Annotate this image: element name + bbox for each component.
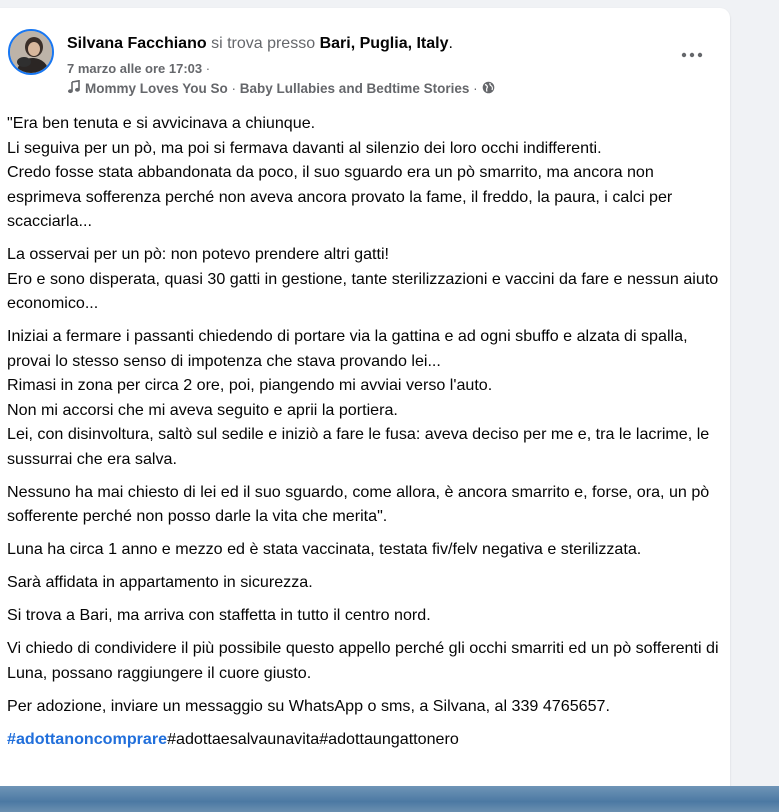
post-card — [0, 8, 730, 808]
hashtag-link[interactable]: #adottaungattonero — [319, 729, 459, 748]
song-title[interactable]: Mommy Loves You So — [85, 81, 228, 96]
location-link[interactable]: Bari, Puglia, Italy — [319, 35, 449, 52]
post-paragraph: Iniziai a fermare i passanti chiedendo di portare via la gattina e ad ogni sbuffo e alzata di spalla, provai lo stesso senso di impotenza che stava provando lei... Rimasi in zona per circa 2 ore, poi, piangendo mi avviai verso l'auto. Non mi accorsi che mi aveva seguito e aprii la portiera. Lei, con disinvoltura, saltò sul sedile e iniziò a fare le fusa: aveva deciso per me e, tra le lacrime, le sussurrai che era salva. — [7, 327, 710, 468]
post-body — [7, 111, 723, 751]
song-separator: · — [227, 81, 240, 96]
post-paragraph: "Era ben tenuta e si avvicinava a chiunque. Li seguiva per un pò, ma poi si fermava davanti al silenzio dei loro occhi indifferenti. Credo fosse stata abbandonata da poco, il suo sguardo era un pò smarrito, ma ancora non esprimeva sofferenza perché non aveva ancora provato la fame, il freddo, la paura, i calci per scacciarla... — [7, 114, 673, 230]
timestamp-suffix: · — [202, 61, 211, 76]
post-paragraph: Nessuno ha mai chiesto di lei ed il suo sguardo, come allora, è ancora smarrito e, forse, ora, un pò sofferente perché non posso darle la vita che merita". — [7, 482, 710, 525]
song-artist[interactable]: Baby Lullabies and Bedtime Stories — [239, 81, 470, 96]
globe-icon[interactable] — [482, 81, 495, 97]
post-paragraph: Sarà affidata in appartamento in sicurezza. — [7, 573, 313, 591]
hashtag-link[interactable]: #adottanoncomprare — [7, 729, 168, 748]
post-paragraph: Per adozione, inviare un messaggio su WhatsApp o sms, a Silvana, al 339 4765657. — [7, 696, 610, 715]
more-options-button[interactable] — [672, 36, 712, 72]
post-paragraph: La osservai per un pò: non potevo prendere altri gatti! Ero e sono disperata, quasi 30 gatti in gestione, tante sterilizzazioni e vaccini da fare e nessun aiuto economico... — [7, 245, 719, 312]
presso-text: si trova presso — [211, 35, 316, 52]
post-timestamp[interactable]: 7 marzo alle ore 17:03 — [67, 61, 203, 76]
post-paragraph: Vi chiedo di condividere il più possibile questo appello perché gli occhi smarriti ed un pò sofferenti di Luna, possano raggiungere il cuore giusto. — [7, 639, 719, 682]
author-name[interactable]: Silvana Facchiano — [67, 35, 207, 52]
hashtag-row — [7, 727, 723, 751]
more-options-icon — [681, 45, 703, 63]
author-avatar[interactable] — [8, 29, 54, 75]
post-timestamp-row — [67, 61, 210, 76]
avatar-photo-icon — [10, 31, 52, 73]
post-paragraph: Si trova a Bari, ma arriva con staffetta in tutto il centro nord. — [7, 606, 431, 624]
post-paragraph: Luna ha circa 1 anno e mezzo ed è stata vaccinata, testata fiv/felv negativa e sterilizzata. — [7, 540, 642, 558]
music-note-icon — [67, 80, 81, 97]
background-image-strip — [0, 786, 779, 812]
location-suffix: . — [448, 35, 453, 52]
post-header-title — [67, 35, 453, 53]
music-row — [67, 80, 495, 97]
artist-suffix: · — [469, 81, 478, 96]
hashtag-link[interactable]: #adottaesalvaunavita — [167, 729, 320, 748]
